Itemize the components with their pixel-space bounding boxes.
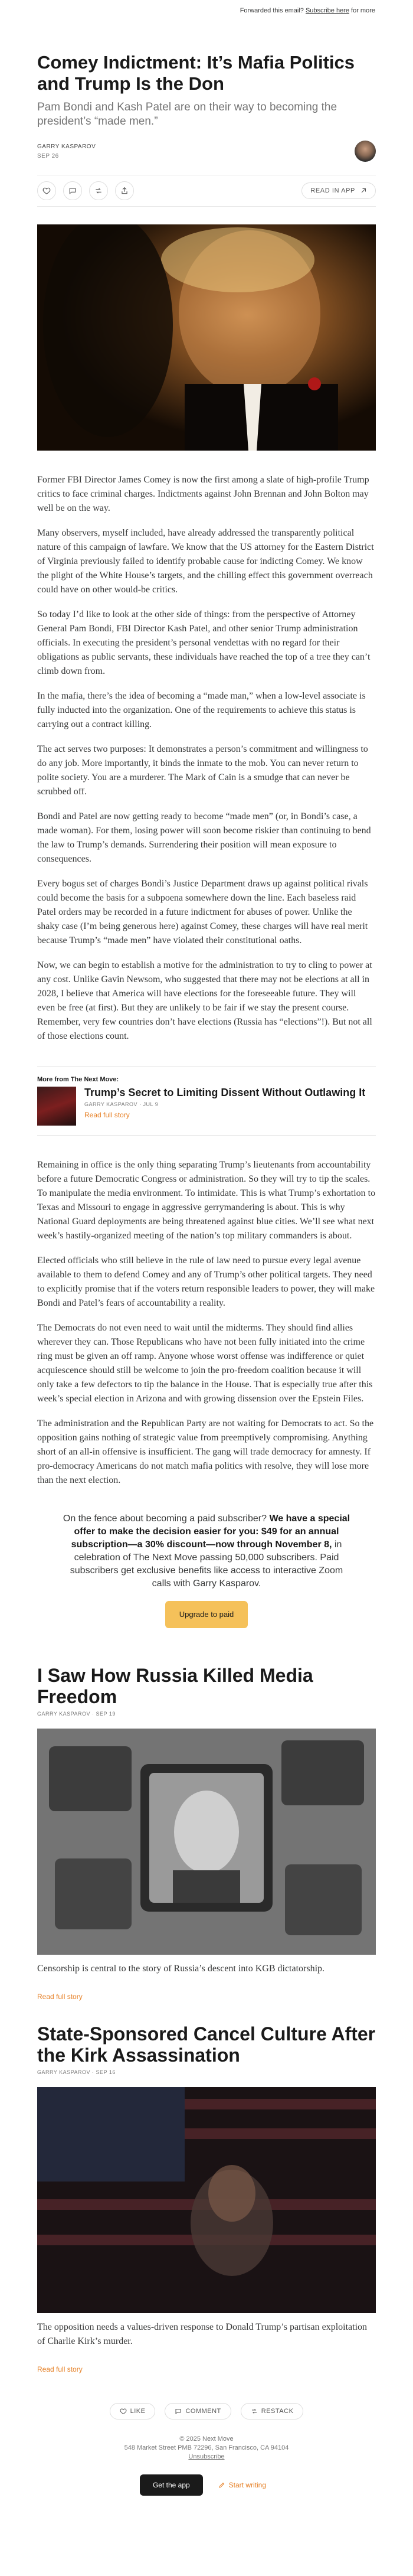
footer-comment-button[interactable]: [165, 2403, 231, 2420]
paragraph: The act serves two purposes: It demonstrates a person’s commitment and willingness to do any job. More importantly, it binds the inmate to the mob. You can never return to polite society. You are a murderer. The Mark of Cain is a smudge that can never be scrubbed off.: [37, 744, 368, 797]
flag-crowd-illustration: [37, 2087, 376, 2313]
story-caption: The opposition needs a values-driven response to Donald Trump’s partisan exploitation of Charlie Kirk’s murder.: [37, 2322, 368, 2346]
preheader: [0, 0, 413, 19]
unsubscribe-link[interactable]: Unsubscribe: [188, 2453, 225, 2460]
copyright: © 2025 Next Move: [179, 2435, 234, 2443]
post-date: SEP 26: [37, 152, 59, 159]
promo-offer: We have a special offer to make the decision easier for you: $49 for an annual subscription—a 30% discount—now through November 8,: [71, 1514, 350, 1550]
story-title[interactable]: State-Sponsored Cancel Culture After the Kirk Assassination: [37, 2023, 376, 2066]
read-full-story-link[interactable]: Read full story: [37, 2365, 83, 2373]
story-meta: GARRY KASPAROV · SEP 19: [37, 1711, 116, 1717]
more-from-card[interactable]: [37, 1087, 376, 1136]
hero-image[interactable]: [37, 224, 376, 451]
more-from-meta: GARRY KASPAROV · JUL 9: [84, 1101, 159, 1107]
like-label: LIKE: [130, 2408, 146, 2415]
read-in-app-button[interactable]: [301, 182, 376, 199]
story-image[interactable]: [37, 2087, 376, 2313]
paragraph: The Democrats do not even need to wait until the midterms. They should find allies wherever they can. Those Republicans who have not been fully initiated into the crime ring must be given an off ramp. Anyone whose worst offense was indifference or quiet acquiescence should still be welcome to join the pro-freedom coalition because it will only take a few defectors to tip the balance in the House. That is especially true after this week’s special election in Arizona and with growing dissension over the Epstein Files.: [37, 1323, 373, 1404]
external-link-icon: [360, 187, 367, 194]
share-button[interactable]: [115, 181, 134, 200]
footer-like-button[interactable]: [110, 2403, 156, 2420]
promo-text: On the fence about becoming a paid subscriber?: [63, 1514, 267, 1524]
pen-icon: [218, 2482, 225, 2489]
preheader-suffix: for more: [351, 7, 375, 14]
story-meta: GARRY KASPAROV · SEP 16: [37, 2069, 116, 2075]
restack-label: RESTACK: [261, 2408, 294, 2415]
paragraph: Remaining in office is the only thing separating Trump’s lieutenants from accountability before a future Democratic Congress or administration. So they will try to tip the scales. To manipulate the media environment. To intimidate. This is what Trump’s exhortation to Texas and Missouri to engage in aggressive gerrymandering is about. This is why National Guard deployments are being threatened against blue cities. We’ll see what next week’s hastily-organized meeting of the nation’s top military commanders is about.: [37, 1160, 376, 1241]
paragraph: Many observers, myself included, have already addressed the transparently political nature of this campaign of lawfare. We know that the US attorney for the Eastern District of Virginia previously failed to identify probable cause for indicting Comey. We know the plight of the White House’s targets, and the chilling effect this government overreach could have on other would-be critics.: [37, 528, 374, 595]
paragraph: Now, we can begin to establish a motive for the administration to try to cling to power at any cost. Unlike Gavin Newsom, who suggested that there may not be elections at all in 2028, I believe that America will have elections for the foreseeable future. They will even be free (at first). But they are unlikely to be fair if we stay the present course. Remember, very few countries don’t have elections (Russia has “elections”!). But not all of those elections count.: [37, 960, 372, 1041]
comment-icon: [68, 187, 77, 195]
paragraph: Every bogus set of charges Bondi’s Justice Department draws up against political rivals could become the basis for a subpoena somewhere down the line. Each baseless raid Patel orders may be recorded in a future indictment for abuses of power. Unlike the shaky case (I’m being generous here) against Comey, these charges will have real merit because Trump’s “made men” have violated their constitutional oaths.: [37, 879, 368, 945]
comment-icon: [175, 2408, 182, 2415]
paragraph: So today I’d like to look at the other side of things: from the perspective of Attorney General Pam Bondi, FBI Director Kash Patel, and other senior Trump administration officials. In executing the president’s personal vendettas with no regard for their obligations as public servants, these individuals have reached the top of a tree they can’t climb down from.: [37, 609, 371, 676]
tv-wall-illustration: [37, 1729, 376, 1955]
restack-button[interactable]: [89, 181, 108, 200]
start-writing-button[interactable]: [211, 2474, 273, 2496]
like-button[interactable]: [37, 181, 56, 200]
promo-text-tail: in celebration of The Next Move passing 50,000 subscribers. Paid subscribers get exclusive benefits like access to interactive Zoom calls with Garry Kasparov.: [70, 1540, 343, 1589]
start-writing-label: Start writing: [228, 2481, 267, 2489]
more-from-label: More from The Next Move:: [37, 1066, 376, 1083]
godfather-photo-illustration: [37, 224, 376, 451]
read-in-app-label: READ IN APP: [310, 187, 355, 194]
more-from-title[interactable]: Trump’s Secret to Limiting Dissent Without Outlawing It: [84, 1087, 366, 1098]
article-title[interactable]: Comey Indictment: It’s Mafia Politics and Trump Is the Don: [37, 52, 355, 94]
content: [37, 52, 376, 2511]
story-title[interactable]: I Saw How Russia Killed Media Freedom: [37, 1665, 313, 1707]
restack-icon: [94, 187, 103, 195]
paragraph: Elected officials who still believe in the rule of law need to pursue every legal avenue available to them to defend Comey and any of Trump’s other political targets. They need to explicitly promise that if the voters return responsible leaders to power, they will make Bondi and Patel’s fears of accountability a reality.: [37, 1256, 375, 1308]
footer-info: [37, 2435, 376, 2461]
story-card: [37, 2023, 376, 2373]
story-card: [37, 1665, 376, 2001]
paragraph: Bondi and Patel are now getting ready to become “made men” (or, in Bondi’s case, a made woman). For them, losing power will soon become riskier than continuing to bend the law to Trump’s demands. Surrendering their position will mean exposure to consequences.: [37, 811, 371, 864]
footer-actions: [37, 2373, 376, 2435]
comment-label: COMMENT: [185, 2408, 221, 2415]
address: 548 Market Street PMB 72296, San Francisco, CA 94104: [124, 2444, 289, 2451]
paragraph: The administration and the Republican Party are not waiting for Democrats to act. So the opposition gains nothing of strategic value from preemptively compromising. Anything short of an all-in offensive is insufficient. The gang will trade democracy for amnesty. If pro-democracy Americans do not match mafia politics with resolve, they will lose more than the next election.: [37, 1419, 374, 1485]
paragraph: Former FBI Director James Comey is now the first among a slate of high-profile Trump critics to face criminal charges. Indictments against John Brennan and John Bolton may well be on the way.: [37, 475, 369, 513]
read-full-story-link[interactable]: Read full story: [84, 1111, 130, 1119]
paragraph: In the mafia, there’s the idea of becoming a “made man,” when a low-level associate is fully inducted into the organization. One of the requirements to achieve this status is carrying out a contract killing.: [37, 691, 366, 729]
promo-block: [37, 1498, 376, 1642]
more-from-thumbnail[interactable]: [37, 1087, 76, 1126]
author-avatar[interactable]: [355, 141, 376, 162]
footer-restack-button[interactable]: [241, 2403, 304, 2420]
author-name[interactable]: GARRY KASPAROV: [37, 143, 96, 150]
action-bar: [37, 175, 376, 207]
article-subtitle: Pam Bondi and Kash Patel are on their way to becoming the president’s “made men.”: [37, 101, 337, 128]
story-image[interactable]: [37, 1729, 376, 1955]
heart-icon: [42, 187, 51, 195]
restack-icon: [251, 2408, 258, 2415]
footer-buttons: [37, 2461, 376, 2511]
read-full-story-link[interactable]: Read full story: [37, 1993, 83, 2001]
comment-button[interactable]: [63, 181, 82, 200]
byline: [37, 141, 376, 162]
subscribe-link[interactable]: Subscribe here: [305, 7, 349, 14]
get-app-button[interactable]: [140, 2474, 203, 2496]
story-caption: Censorship is central to the story of Russia’s descent into KGB dictatorship.: [37, 1964, 325, 1974]
share-icon: [120, 187, 129, 195]
upgrade-button[interactable]: Upgrade to paid: [165, 1601, 248, 1628]
get-app-label: Get the app: [152, 2481, 190, 2489]
heart-icon: [120, 2408, 127, 2415]
preheader-text: Forwarded this email?: [240, 7, 304, 14]
